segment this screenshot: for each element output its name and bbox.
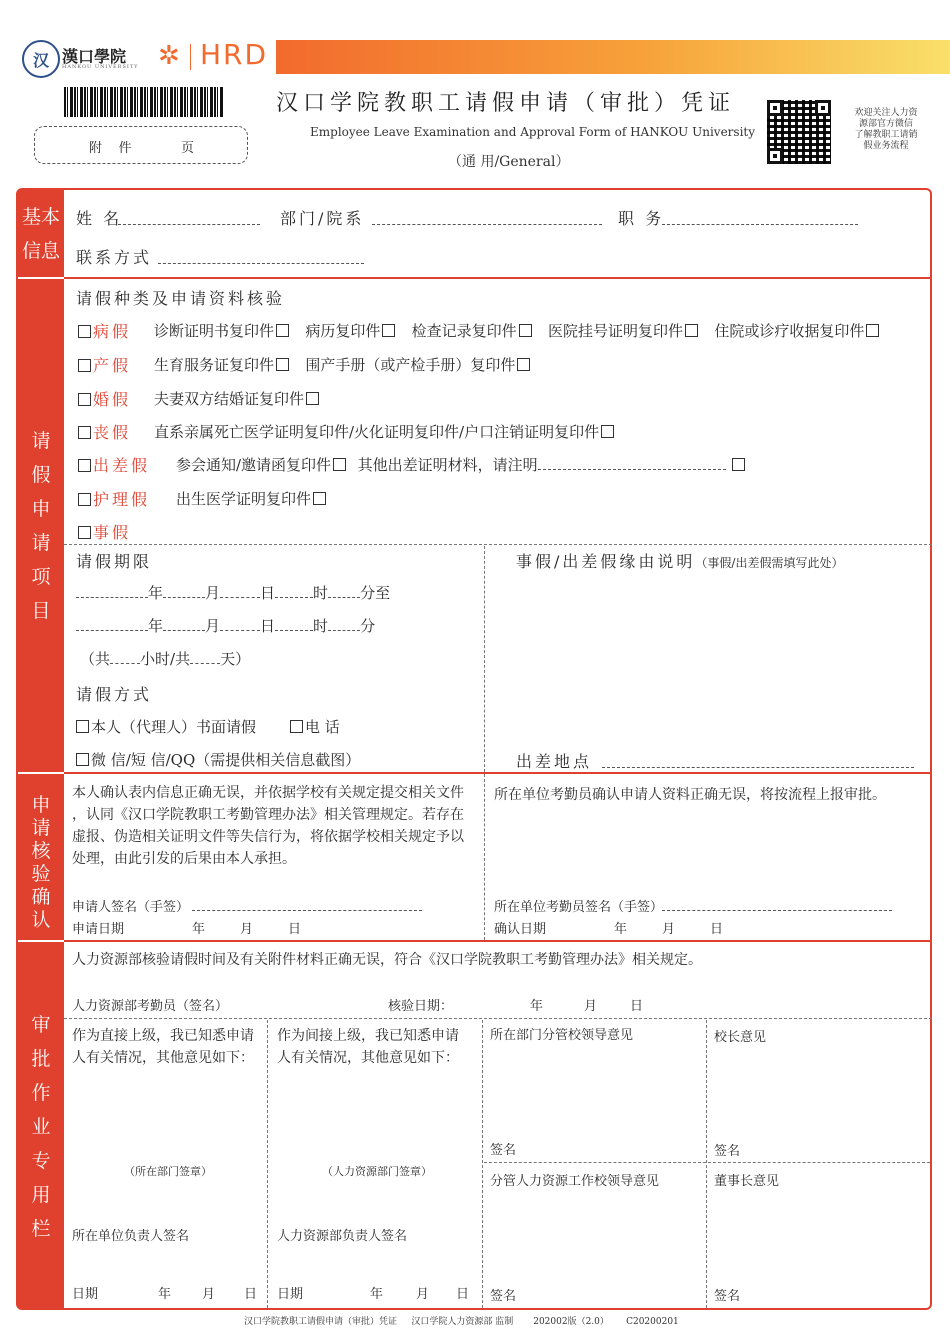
leader-opinion-label: 所在部门分管校领导意见	[490, 1028, 634, 1043]
unit-month: 月	[205, 584, 221, 602]
unit-minute: 分	[360, 617, 376, 635]
qr-caption-line: 欢迎关注人力资	[854, 108, 918, 118]
divider	[267, 1020, 268, 1308]
sidebar-basic	[18, 190, 64, 277]
material-item: 检查记录复印件	[411, 322, 517, 340]
unit-day: 日	[260, 617, 276, 635]
checkbox[interactable]	[78, 426, 91, 439]
attachment-page-label: 页	[181, 141, 195, 156]
hr-clerk-label: 人力资源部考勤员（签名）	[72, 999, 229, 1014]
qr-caption-line: 源部官方微信	[858, 119, 913, 129]
date-year: 年	[158, 1287, 172, 1302]
business-other-field[interactable]	[538, 455, 726, 470]
name-field[interactable]	[118, 210, 260, 225]
leave-heading: 请假种类及申请资料核验	[76, 289, 286, 308]
statement-line: 本人确认表内信息正确无误，并依据学校有关规定提交相关文件	[72, 785, 464, 801]
qr-finder-icon	[767, 148, 783, 164]
qr-code[interactable]	[767, 100, 831, 164]
indirect-line: 人有关情况，其他意见如下：	[277, 1050, 459, 1066]
indirect-supervisor-note	[277, 1025, 459, 1069]
date-day: 日	[244, 1287, 258, 1302]
method-option-written[interactable]	[74, 716, 256, 737]
hr-seal-label: （人力资源部门签章）	[322, 1165, 432, 1178]
applicant-sign-label: 申请人签名（手签）	[72, 900, 190, 915]
leave-type-label: 产假	[93, 356, 132, 375]
position-label: 职 务	[618, 209, 665, 228]
sidebar-verify-char: 认	[31, 909, 51, 931]
end-month-field[interactable]	[163, 616, 205, 631]
chairman-opinion-label: 董事长意见	[714, 1174, 780, 1189]
method-label-text: 微 信/短 信/QQ（需提供相关信息截图）	[91, 751, 361, 769]
checkbox[interactable]	[382, 324, 395, 337]
checkbox[interactable]	[685, 324, 698, 337]
method-option-phone[interactable]	[288, 716, 340, 737]
sidebar-approval-char: 用	[31, 1184, 51, 1206]
sidebar-verify-char: 确	[31, 886, 51, 908]
qr-finder-icon	[815, 100, 831, 116]
president-opinion-label: 校长意见	[714, 1030, 767, 1045]
dept-seal-label: （所在部门签章）	[124, 1165, 212, 1178]
leave-type-label: 出差假	[93, 456, 151, 475]
end-year-field[interactable]	[76, 616, 148, 631]
sidebar-verify-char: 申	[31, 794, 51, 816]
reason-heading	[516, 549, 843, 572]
divider	[484, 774, 485, 940]
period-start	[76, 582, 390, 603]
qr-caption-line: 了解教职工请销	[854, 130, 918, 140]
checkbox[interactable]	[276, 324, 289, 337]
check-date-month: 月	[584, 999, 598, 1014]
leave-type-label: 护理假	[93, 490, 151, 509]
material-item: 病历复印件	[305, 322, 381, 340]
general-label: （通 用/General）	[448, 154, 570, 170]
confirm-date-day: 日	[710, 922, 724, 937]
business-materials	[176, 454, 747, 475]
sign-label: 签名	[714, 1289, 741, 1304]
footer-supervisor: 汉口学院人力资源部 监制	[411, 1317, 514, 1327]
sidebar-approval	[18, 942, 64, 1308]
method-label-text: 电 话	[305, 718, 340, 736]
leave-type-label: 婚假	[93, 390, 132, 409]
start-hour-field[interactable]	[275, 583, 313, 598]
unit-year: 年	[148, 584, 164, 602]
checkbox[interactable]	[333, 458, 346, 471]
date-month: 月	[202, 1287, 216, 1302]
leave-type-nursing[interactable]	[76, 487, 150, 510]
confirm-date-label: 确认日期	[494, 922, 547, 937]
qr-caption	[846, 108, 926, 152]
sidebar-verify	[18, 774, 64, 940]
leave-type-sick[interactable]	[76, 319, 131, 342]
date-day: 日	[456, 1287, 470, 1302]
footer-form-name: 汉口学院教职工请假申请（审批）凭证	[244, 1317, 398, 1327]
leave-type-label: 病假	[93, 322, 132, 341]
sidebar-leave-char: 项	[31, 566, 51, 588]
total-hours-label: 小时/共	[140, 650, 191, 668]
unit-minute: 分	[360, 584, 376, 602]
location-field[interactable]	[602, 753, 914, 768]
material-item: 直系亲属死亡医学证明复印件/火化证明复印件/户口注销证明复印件	[154, 423, 600, 441]
checkbox[interactable]	[866, 324, 879, 337]
contact-field[interactable]	[158, 249, 364, 264]
marriage-materials	[154, 388, 321, 409]
page-title: 汉口学院教职工请假申请（审批）凭证	[276, 91, 736, 116]
material-item: 医院挂号证明复印件	[547, 322, 683, 340]
sidebar-approval-char: 栏	[31, 1218, 51, 1240]
apply-date-year: 年	[192, 922, 206, 937]
header-gradient-bar	[276, 40, 950, 74]
footer	[244, 1314, 679, 1327]
hr-leader-opinion-label: 分管人力资源工作校领导意见	[490, 1174, 660, 1189]
divider	[706, 1020, 707, 1308]
location-label: 出差地点	[516, 752, 593, 771]
reason-note: （事假/出差假需填写此处）	[695, 556, 844, 570]
contact-label: 联系方式	[76, 248, 153, 267]
clerk-statement: 所在单位考勤员确认申请人资料正确无误，将按流程上报审批。	[494, 787, 886, 803]
sidebar-verify-char: 请	[31, 817, 51, 839]
bereavement-materials	[154, 421, 616, 442]
end-day-field[interactable]	[220, 616, 260, 631]
method-option-im[interactable]	[74, 749, 360, 770]
leave-type-label: 事假	[93, 523, 132, 542]
statement-line: 处理，由此引发的后果由本人承担。	[72, 851, 296, 867]
sick-materials	[154, 320, 881, 341]
department-field[interactable]	[372, 210, 602, 225]
sign-label: 签名	[490, 1289, 517, 1304]
sidebar-approval-char: 业	[31, 1116, 51, 1138]
nursing-materials	[176, 488, 328, 509]
sidebar-leave-char: 请	[31, 532, 51, 554]
sidebar-basic-line2: 信息	[21, 240, 60, 262]
hr-head-sign-label: 人力资源部负责人签名	[277, 1229, 408, 1244]
total-hours-field[interactable]	[110, 649, 140, 664]
material-item: 其他出差证明材料，请注明	[357, 456, 538, 474]
unit-year: 年	[148, 617, 164, 635]
checkbox[interactable]	[306, 392, 319, 405]
check-date-label: 核验日期：	[388, 999, 454, 1014]
period-end	[76, 615, 375, 636]
checkbox[interactable]	[601, 425, 614, 438]
divider	[482, 1020, 483, 1308]
unit-day: 日	[260, 584, 276, 602]
school-name-en: HANKOU UNIVERSITY	[62, 64, 139, 70]
indirect-line: 作为间接上级，我已知悉申请	[277, 1028, 459, 1044]
attachment-label: 附 件	[89, 141, 132, 156]
applicant-sign-field[interactable]	[192, 896, 422, 911]
checkbox[interactable]	[517, 358, 530, 371]
dept-head-sign-label: 所在单位负责人签名	[72, 1229, 190, 1244]
method-label-text: 本人（代理人）书面请假	[91, 718, 257, 736]
qr-caption-line: 假业务流程	[863, 141, 909, 151]
sidebar-approval-char: 审	[31, 1014, 51, 1036]
school-name: 漢口學院	[62, 47, 127, 66]
checkbox[interactable]	[78, 493, 91, 506]
check-date-year: 年	[530, 999, 544, 1014]
checkbox[interactable]	[78, 526, 91, 539]
leave-type-personal[interactable]	[76, 520, 131, 543]
material-item: 围产手册（或产检手册）复印件	[305, 356, 516, 374]
applicant-statement	[72, 782, 478, 870]
attachment-box	[34, 126, 248, 164]
checkbox[interactable]	[313, 492, 326, 505]
leave-type-bereavement[interactable]	[76, 420, 131, 443]
school-logo-icon: 汉	[22, 40, 60, 78]
material-item: 参会通知/邀请函复印件	[176, 456, 332, 474]
sidebar-basic-line1: 基本	[21, 206, 60, 228]
material-item: 生育服务证复印件	[154, 356, 275, 374]
material-item: 诊断证明书复印件	[154, 322, 275, 340]
direct-line: 人有关情况，其他意见如下：	[72, 1050, 254, 1066]
unit-to: 至	[375, 584, 391, 602]
checkbox[interactable]	[78, 393, 91, 406]
sign-label: 签名	[490, 1143, 517, 1158]
checkbox[interactable]	[78, 359, 91, 372]
period-label: 请假期限	[76, 552, 153, 571]
confirm-date-year: 年	[614, 922, 628, 937]
hr-statement: 人力资源部核验请假时间及有关附件材料正确无误，符合《汉口学院教职工考勤管理办法》相关规定。	[72, 952, 702, 968]
material-item: 住院或诊疗收据复印件	[714, 322, 865, 340]
leave-type-maternity[interactable]	[76, 353, 131, 376]
direct-line: 作为直接上级，我已知悉申请	[72, 1028, 254, 1044]
checkbox[interactable]	[76, 720, 89, 733]
sidebar-verify-char: 核	[31, 840, 51, 862]
unit-month: 月	[205, 617, 221, 635]
material-item: 夫妻双方结婚证复印件	[154, 390, 305, 408]
position-field[interactable]	[662, 210, 858, 225]
divider	[484, 546, 485, 772]
material-item: 出生医学证明复印件	[176, 490, 312, 508]
apply-date-label: 申请日期	[72, 922, 125, 937]
statement-line: 虚报、伪造相关证明文件等失信行为，将依据学校相关规定予以	[72, 829, 464, 845]
footer-version: 202002版（2.0）	[533, 1317, 609, 1327]
name-label: 姓 名	[76, 209, 123, 228]
apply-date-month: 月	[240, 922, 254, 937]
department-label: 部门/院系	[280, 209, 365, 228]
section-divider	[64, 772, 932, 774]
divider	[64, 1018, 932, 1019]
sign-label: 签名	[714, 1144, 741, 1159]
leave-type-label: 丧假	[93, 423, 132, 442]
start-minute-field[interactable]	[328, 583, 360, 598]
sidebar-approval-char: 批	[31, 1048, 51, 1070]
footer-code: C20200201	[626, 1317, 679, 1327]
confirm-date-month: 月	[662, 922, 676, 937]
page-title-en: Employee Leave Examination and Approval Form of HANKOU University	[310, 125, 756, 139]
divider	[64, 544, 932, 545]
maternity-materials	[154, 354, 532, 375]
divider	[484, 1162, 930, 1163]
unit-hour: 时	[313, 584, 329, 602]
hrd-text: HRD	[200, 38, 269, 71]
end-minute-field[interactable]	[328, 616, 360, 631]
sidebar-approval-char: 专	[31, 1150, 51, 1172]
statement-line: ，认同《汉口学院教职工考勤管理办法》相关管理规定。若存在	[72, 807, 464, 823]
barcode	[64, 87, 224, 117]
period-total	[80, 648, 250, 669]
hrd-logo-icon: ✲	[158, 41, 180, 71]
date-label: 日期	[277, 1287, 304, 1302]
sidebar-leave-char: 假	[31, 464, 51, 486]
date-year: 年	[370, 1287, 384, 1302]
checkbox[interactable]	[78, 459, 91, 472]
direct-supervisor-note	[72, 1025, 254, 1069]
start-month-field[interactable]	[163, 583, 205, 598]
sidebar-leave	[18, 279, 64, 772]
end-hour-field[interactable]	[275, 616, 313, 631]
total-days-label: 天）	[220, 650, 251, 668]
logo-divider	[190, 44, 191, 70]
method-label: 请假方式	[76, 685, 153, 704]
reason-textarea[interactable]	[496, 572, 916, 740]
sidebar-approval-char: 作	[31, 1082, 51, 1104]
section-divider	[64, 277, 932, 279]
leave-type-marriage[interactable]	[76, 387, 131, 410]
clerk-sign-label: 所在单位考勤员签名（手签）	[494, 900, 664, 915]
total-prefix: （共	[80, 650, 111, 668]
checkbox[interactable]	[276, 358, 289, 371]
leave-type-business[interactable]	[76, 453, 150, 476]
apply-date-day: 日	[288, 922, 302, 937]
qr-finder-icon	[767, 100, 783, 116]
start-day-field[interactable]	[220, 583, 260, 598]
sidebar-leave-char: 目	[31, 600, 51, 622]
checkbox[interactable]	[290, 720, 303, 733]
check-date-day: 日	[630, 999, 644, 1014]
date-month: 月	[416, 1287, 430, 1302]
sidebar-verify-char: 验	[31, 863, 51, 885]
sidebar-leave-char: 请	[31, 430, 51, 452]
checkbox[interactable]	[519, 324, 532, 337]
clerk-sign-field[interactable]	[662, 896, 892, 911]
checkbox[interactable]	[732, 458, 745, 471]
checkbox[interactable]	[76, 753, 89, 766]
sidebar-leave-char: 申	[31, 498, 51, 520]
date-label: 日期	[72, 1287, 99, 1302]
checkbox[interactable]	[78, 325, 91, 338]
total-days-field[interactable]	[190, 649, 220, 664]
start-year-field[interactable]	[76, 583, 148, 598]
unit-hour: 时	[313, 617, 329, 635]
reason-label: 事假/出差假缘由说明	[516, 552, 696, 571]
section-divider	[64, 940, 932, 942]
